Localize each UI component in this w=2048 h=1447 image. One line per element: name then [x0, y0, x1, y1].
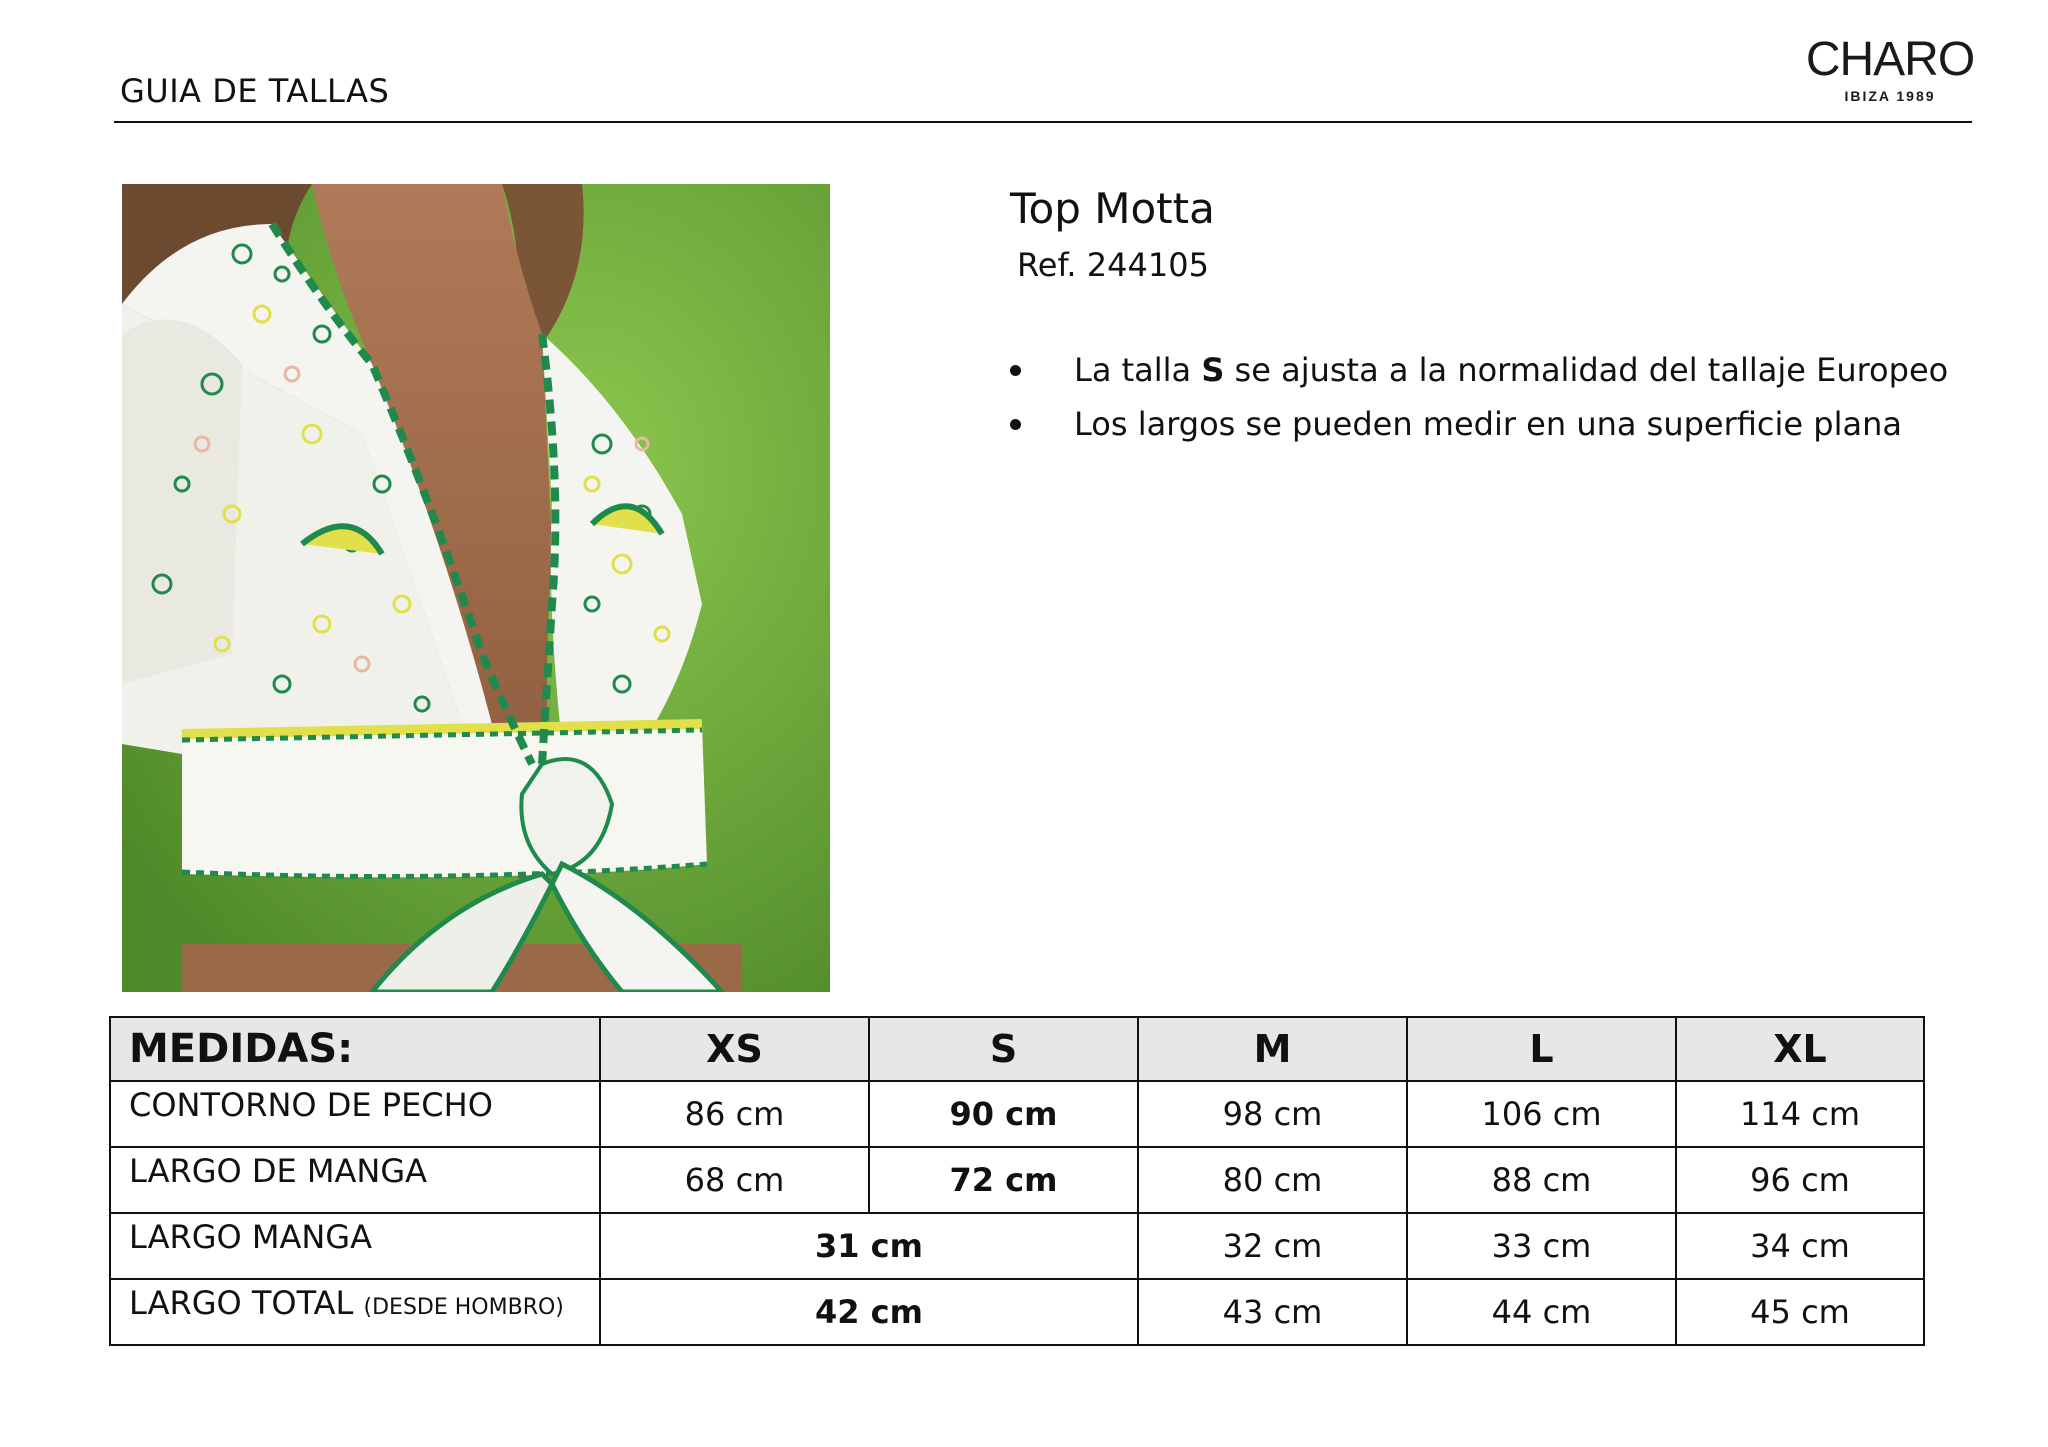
header-divider [114, 121, 1972, 123]
table-cell: 45 cm [1676, 1279, 1924, 1345]
size-note-text-end: se ajusta a la normalidad del tallaje Europeo [1224, 351, 1949, 389]
row-label: LARGO TOTAL [129, 1284, 354, 1322]
table-cell: 72 cm [869, 1147, 1138, 1213]
table-row [110, 1213, 1924, 1279]
row-label: LARGO DE MANGA [110, 1147, 600, 1213]
table-row [110, 1279, 1924, 1345]
product-name: Top Motta [1010, 184, 1215, 233]
table-cell: 33 cm [1407, 1213, 1676, 1279]
table-cell: 34 cm [1676, 1213, 1924, 1279]
product-photo [122, 184, 830, 992]
row-label-note: (DESDE HOMBRO) [363, 1295, 564, 1320]
table-cell: 44 cm [1407, 1279, 1676, 1345]
bullet-icon [1010, 419, 1021, 430]
table-row [110, 1081, 1924, 1147]
table-cell-merged: 42 cm [600, 1279, 1138, 1345]
table-header-size: M [1138, 1017, 1407, 1081]
table-header-row [110, 1017, 1924, 1081]
size-note-text: La talla [1074, 351, 1202, 389]
table-cell: 32 cm [1138, 1213, 1407, 1279]
table-header-label: MEDIDAS: [110, 1017, 600, 1081]
table-cell: 90 cm [869, 1081, 1138, 1147]
row-label-cell [110, 1279, 600, 1345]
table-cell: 86 cm [600, 1081, 869, 1147]
table-cell: 98 cm [1138, 1081, 1407, 1147]
table-cell: 68 cm [600, 1147, 869, 1213]
size-note [1010, 348, 2000, 402]
table-cell-merged: 31 cm [600, 1213, 1138, 1279]
brand-logo [1800, 33, 1980, 104]
size-note-emphasis: S [1201, 351, 1225, 389]
page-title: GUIA DE TALLAS [120, 72, 390, 110]
table-cell: 96 cm [1676, 1147, 1924, 1213]
table-header-size: XS [600, 1017, 869, 1081]
table-cell: 88 cm [1407, 1147, 1676, 1213]
size-notes-list [1010, 348, 2000, 456]
row-label: CONTORNO DE PECHO [110, 1081, 600, 1147]
bullet-icon [1010, 365, 1021, 376]
table-header-size: S [869, 1017, 1138, 1081]
size-note [1010, 402, 2000, 456]
table-header-size: XL [1676, 1017, 1924, 1081]
table-cell: 43 cm [1138, 1279, 1407, 1345]
brand-logo-tagline: IBIZA 1989 [1844, 88, 1936, 104]
size-note-text: Los largos se pueden medir en una superficie plana [1074, 405, 1902, 443]
table-cell: 106 cm [1407, 1081, 1676, 1147]
row-label: LARGO MANGA [110, 1213, 600, 1279]
table-header-size: L [1407, 1017, 1676, 1081]
table-cell: 80 cm [1138, 1147, 1407, 1213]
size-chart-table [109, 1016, 1925, 1346]
product-reference: Ref. 244105 [1017, 246, 1209, 284]
table-cell: 114 cm [1676, 1081, 1924, 1147]
brand-logo-name: CHARO [1805, 33, 1975, 86]
table-row [110, 1147, 1924, 1213]
